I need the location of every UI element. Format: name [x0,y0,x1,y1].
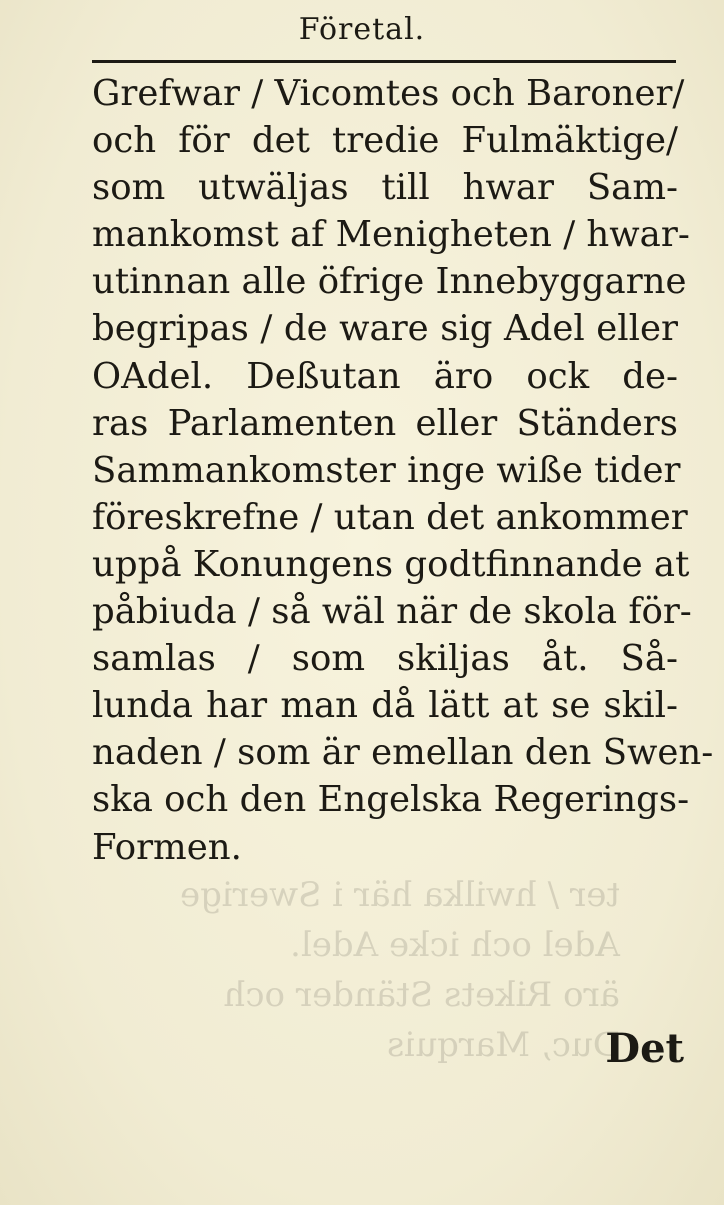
header-rule [92,60,676,63]
show-through-line: Duc, Marquis [386,1025,620,1065]
text-line: mankomst af Menigheten / hwar- [92,214,690,256]
text-line: ras Parlamenten eller Ständers [92,402,678,444]
text-line: Sammankomster inge wiße tider [92,449,681,491]
text-line: lunda har man då lätt at se skil- [92,685,678,727]
text-line: samlas / som skiljas åt. Så- [92,638,678,680]
text-line: och för det tredie Fulmäktige/ [92,120,678,162]
catchword: Det [605,1025,684,1072]
text-line: uppå Konungens godtfinnande at [92,543,690,585]
text-line: påbiuda / så wäl när de skola för- [92,591,692,633]
show-through-line: Adel och icke Adel. [290,925,620,965]
text-line: föreskrefne / utan det ankommer [92,496,688,538]
text-line: Formen. [92,826,242,868]
text-line: utinnan alle öfrige Innebyggarne [92,261,687,303]
show-through-line: ter / hwilka här i Swerige [180,875,620,915]
running-head: Företal. [298,12,426,47]
text-line: naden / som är emellan den Swen- [92,732,714,774]
show-through-text [100,870,620,1070]
show-through-line: äro Rikets Ständer och [223,975,620,1015]
body-text [92,70,714,871]
text-line: OAdel. Deßutan äro ock de- [92,355,678,397]
text-line: som utwäljas till hwar Sam- [92,167,678,209]
text-line: Grefwar / Vicomtes och Baroner/ [92,73,685,114]
text-line: begripas / de ware sig Adel eller [92,308,678,350]
text-line: ska och den Engelska Regerings- [92,779,690,821]
